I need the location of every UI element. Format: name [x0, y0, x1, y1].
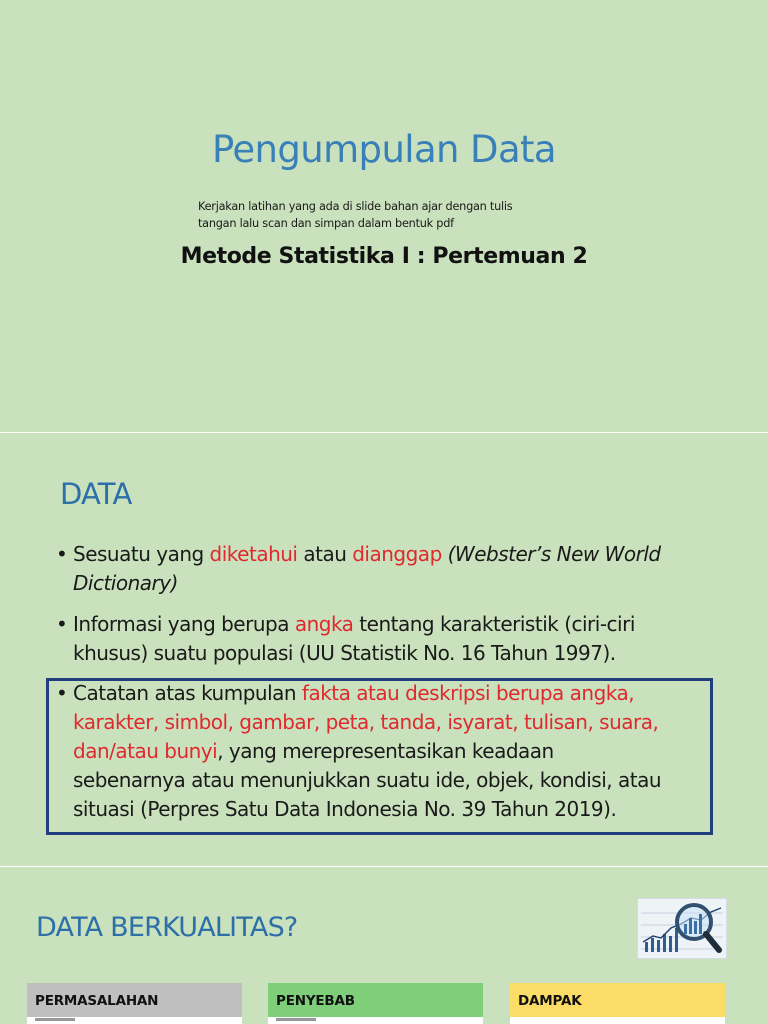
- bullet-item: [56, 610, 728, 668]
- cutoff-text-mark: [276, 1018, 316, 1021]
- slide-title-heading: Pengumpulan Data: [211, 128, 557, 171]
- bullet-icon: •: [56, 612, 68, 636]
- column-header-dampak: DAMPAK: [510, 983, 725, 1017]
- column-body-cutoff: [268, 1017, 483, 1024]
- text-run: tentang karakteristik (ciri-ciri: [353, 612, 635, 636]
- emphasis-text: karakter, simbol, gambar, peta, tanda, isyarat, tulisan, suara,: [73, 710, 659, 734]
- bullet-item-highlighted: [56, 679, 728, 824]
- instruction-line-2: tangan lalu scan dan simpan dalam bentuk pdf: [198, 217, 454, 230]
- slide-heading: DATA BERKUALITAS?: [36, 912, 298, 943]
- column-header-penyebab: PENYEBAB: [268, 983, 483, 1017]
- cutoff-text-mark: [35, 1018, 75, 1021]
- bullet-icon: •: [56, 681, 68, 705]
- bullet-line: [73, 679, 728, 708]
- slide-instruction: [198, 198, 558, 232]
- citation-text: Dictionary): [73, 571, 178, 595]
- emphasis-text: dan/atau bunyi: [73, 739, 218, 763]
- bullet-line: sebenarnya atau menunjukkan suatu ide, objek, kondisi, atau: [73, 768, 662, 792]
- magnifier-chart-icon: [637, 898, 727, 959]
- column-body-cutoff: [27, 1017, 242, 1024]
- text-run: atau: [297, 542, 353, 566]
- bullet-line: [73, 737, 728, 766]
- slide-subtitle: Metode Statistika I : Pertemuan 2: [180, 244, 588, 269]
- bullet-line: situasi (Perpres Satu Data Indonesia No. 39 Tahun 2019).: [73, 797, 617, 821]
- bullet-item: [56, 540, 728, 598]
- text-run: Sesuatu yang: [73, 542, 210, 566]
- slide-heading: DATA: [60, 477, 132, 511]
- citation-text: (Webster’s New World: [441, 542, 661, 566]
- instruction-line-1: Kerjakan latihan yang ada di slide bahan ajar dengan tulis: [198, 200, 513, 213]
- column-body-cutoff: [510, 1017, 725, 1024]
- text-run: Catatan atas kumpulan: [73, 681, 302, 705]
- emphasis-text: angka: [294, 612, 354, 636]
- slide-title: [0, 0, 768, 432]
- emphasis-text: dianggap: [352, 542, 442, 566]
- slide-data-definition: [0, 433, 768, 866]
- emphasis-text: fakta atau deskripsi berupa angka,: [301, 681, 635, 705]
- emphasis-text: diketahui: [209, 542, 298, 566]
- text-run: Informasi yang berupa: [73, 612, 295, 636]
- slide-data-quality: [0, 867, 768, 1024]
- column-header-permasalahan: PERMASALAHAN: [27, 983, 242, 1017]
- bullet-line: [73, 540, 728, 569]
- bullet-line: khusus) suatu populasi (UU Statistik No. 16 Tahun 1997).: [73, 641, 616, 665]
- bullet-icon: •: [56, 542, 68, 566]
- bullet-line: [73, 610, 728, 639]
- text-run: , yang merepresentasikan keadaan: [217, 739, 554, 763]
